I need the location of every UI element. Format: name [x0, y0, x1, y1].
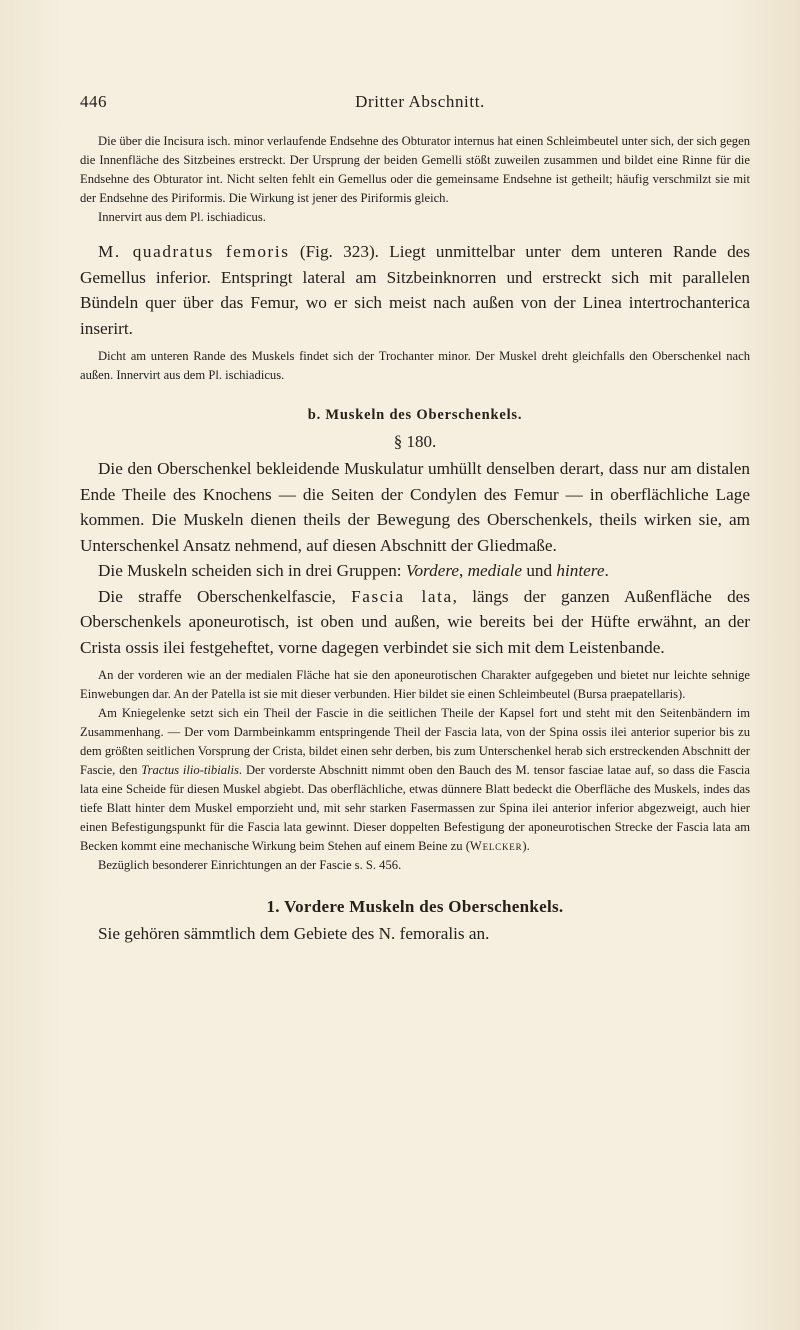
fascia-lata-text: , längs der ganzen Außenfläche des Oberschenkels aponeurotisch, ist oben und außen, wie bereits bei der Hüfte erwähnt, an der Crista ossis ilei festgeheftet, vorne dagegen verbindet sie sich mit dem Leistenbande.	[80, 586, 750, 657]
spacer	[80, 227, 750, 239]
paragraph-fascia-reference: Bezüglich besonderer Einrichtungen an der Fascie s. S. 456.	[98, 858, 402, 872]
separator: ,	[459, 561, 468, 580]
paragraph-trochanter-minor-note: Dicht am unteren Rande des Muskels findet sich der Trochanter minor. Der Muskel dreht gleichfalls den Oberschenkel nach außen. Innervirt aus dem Pl. ischiadicus.	[80, 349, 750, 382]
group-posterior: hintere	[556, 561, 605, 580]
spacer	[80, 385, 750, 407]
page-header	[80, 92, 740, 118]
tractus-text-b: . Der vorderste Abschnitt nimmt oben den Bauch des M. tensor fasciae latae auf, so dass die Fascia lata eine Scheide für diesen Muskel abgiebt. Das oberflächliche, etwas dünnere Blatt bedeckt die Oberfläche des Muskels, indes das tiefe Blatt hinter dem Muskel emporzieht und, mit sehr starken Fasermassen zur Spina ilei anterior inferior abgezweigt, auch hier einen Befestigungspunkt für die Fascia lata gewinnt. Dieser doppelten Befestigung der aponeurotischen Strecke der Fascia lata am Becken kommt eine mechanische Wirkung beim Stehen auf einem Beine zu (	[80, 763, 751, 853]
spacer	[80, 875, 750, 897]
quadratus-femoris-text: (Fig. 323). Liegt unmittelbar unter dem unteren Rande des Gemellus inferior. Entspringt lateral am Sitzbeinknorren und erstreckt sich mit parallelen Bündeln quer über das Femur, wo er sich meist nach außen von der Linea intertrochanterica inserirt.	[80, 242, 750, 338]
separator: .	[604, 561, 609, 580]
tractus-text-c: ).	[522, 839, 530, 853]
page-number: 446	[80, 92, 107, 111]
term-tractus-ilio-tibialis: Tractus ilio-tibialis	[141, 763, 239, 777]
tractus-text-a: Am Kniegelenke setzt sich ein Theil der Fascie in die seitlichen Theile der Kapsel fort und steht mit den Seitenbändern im Zusammenhang. — Der vom Darmbeinkamm entspringende Theil der Fascia lata, von der Spina ossis ilei anterior superior bis zu dem größten seitlichen Vorsprung der Crista, bildet einen sehr derben, bis zum Unterschenkel herab sich erstreckenden Abschnitt der Fascie, den	[80, 706, 750, 777]
fascia-lata-intro: Die straffe Oberschenkelfascie,	[98, 586, 352, 606]
author-welcker: Welcker	[469, 839, 523, 853]
paragraph-tractus-iliotibialis	[80, 704, 750, 856]
running-head: Dritter Abschnitt.	[355, 92, 485, 111]
muscle-groups-intro: Die Muskeln scheiden sich in drei Gruppen:	[98, 561, 406, 580]
separator: und	[522, 561, 557, 580]
section-heading: b. Muskeln des Oberschenkels.	[307, 407, 523, 423]
term-fascia-lata: Fascia lata	[351, 586, 453, 606]
page-body	[80, 132, 750, 947]
group-anterior: Vordere	[405, 561, 460, 580]
paragraph-femoral-nerve: Sie gehören sämmtlich dem Gebiete des N. femoralis an.	[98, 924, 490, 943]
group-medial: mediale	[467, 561, 523, 580]
subheading-anterior-muscles: 1. Vordere Muskeln des Oberschenkels.	[266, 897, 564, 916]
paragraph-thigh-musculature: Die den Oberschenkel bekleidende Muskulatur umhüllt denselben derart, dass nur am distalen Ende Theile des Knochens — die Seiten der Condylen des Femur — in oberflächliche Lage kommen. Die Muskeln dienen theils der Bewegung des Oberschenkels, theils wirken sie, am Unterschenkel Ansatz nehmend, auf diesen Abschnitt der Gliedmaße.	[80, 459, 750, 555]
paragraph-fascia-anterior: An der vorderen wie an der medialen Fläche hat sie den aponeurotischen Charakter aufgegeben und bietet nur leichte sehnige Einwebungen dar. An der Patella ist sie mit dieser verbunden. Hier bildet sie einen Schleimbeutel (Bursa praepatellaris).	[80, 668, 750, 701]
paragraph-muscle-groups	[80, 558, 750, 584]
paragraph-obturator-note: Die über die Incisura isch. minor verlaufende Endsehne des Obturator internus hat einen Schleimbeutel unter sich, der sich gegen die Innenfläche des Sitzbeines erstreckt. Der Ursprung der beiden Gemelli stößt zuweilen zusammen und bildet eine Rinne für die Endsehne des Obturator int. Nicht selten fehlt ein Gemellus oder die gemeinsame Endsehne ist getheilt; häufig verschmilzt sie mit der Endsehne des Piriformis. Die Wirkung ist jener des Piriformis gleich.	[80, 134, 750, 205]
muscle-name-quadratus-femoris: M. quadratus femoris	[98, 242, 290, 261]
paragraph-quadratus-femoris	[80, 239, 750, 341]
paragraph-innervation-gemelli: Innervirt aus dem Pl. ischiadicus.	[98, 210, 266, 224]
paragraph-fascia-lata	[80, 584, 750, 661]
paragraph-number: § 180.	[393, 432, 437, 451]
